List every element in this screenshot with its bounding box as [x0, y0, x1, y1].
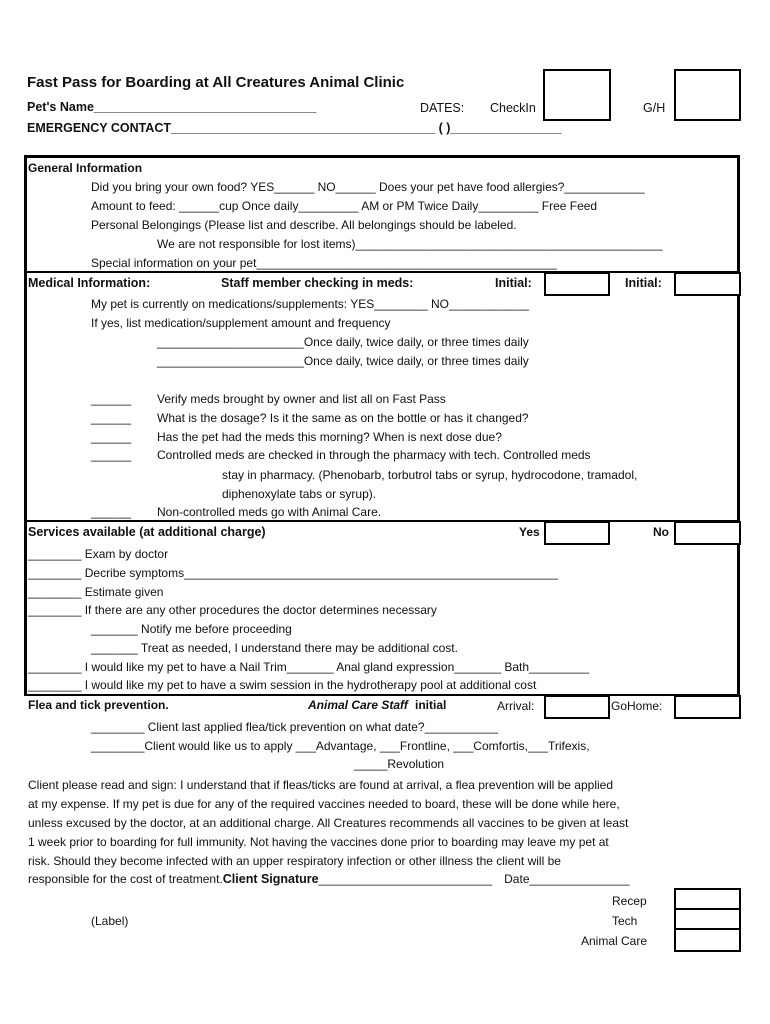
- consent-line-6-text: responsible for the cost of treatment.: [28, 872, 223, 886]
- flea-tick-heading: Flea and tick prevention.: [28, 698, 169, 712]
- check-blank-5[interactable]: ______: [91, 505, 132, 519]
- services-yes-label: Yes: [519, 525, 540, 539]
- flea-last-applied-line[interactable]: ________ Client last applied flea/tick prevention on what date?___________: [91, 720, 498, 734]
- services-no-box[interactable]: [674, 521, 741, 545]
- date-field[interactable]: Date_______________: [504, 872, 630, 886]
- arrival-box[interactable]: [544, 695, 610, 719]
- medication-entry-2[interactable]: ______________________Once daily, twice daily, or three times daily: [157, 354, 529, 368]
- estimate-given-line[interactable]: ________ Estimate given: [28, 585, 164, 599]
- controlled-meds-text-2: stay in pharmacy. (Phenobarb, torbutrol tabs or syrup, hydrocodone, tramadol,: [222, 468, 638, 482]
- recep-label: Recep: [612, 894, 647, 908]
- lost-items-line[interactable]: We are not responsible for lost items)______________________________________________: [157, 237, 663, 251]
- initial-box-1[interactable]: [544, 272, 610, 296]
- gh-box[interactable]: [674, 69, 741, 121]
- pets-name-field[interactable]: Pet's Name________________________________: [27, 100, 317, 114]
- gohome-box[interactable]: [674, 695, 741, 719]
- medical-divider: [24, 271, 740, 273]
- dates-label: DATES:: [420, 101, 465, 115]
- services-no-label: No: [653, 525, 669, 539]
- treat-as-needed-line[interactable]: _______ Treat as needed, I understand there may be additional cost.: [91, 641, 458, 655]
- animal-care-label: Animal Care: [581, 934, 648, 948]
- exam-by-doctor-line[interactable]: ________ Exam by doctor: [28, 547, 169, 561]
- emergency-contact-field[interactable]: EMERGENCY CONTACT______________________________________ ( )________________: [27, 121, 562, 135]
- verify-meds-text: Verify meds brought by owner and list all on Fast Pass: [157, 392, 446, 406]
- frame-top-border: [24, 155, 740, 158]
- initial-label-1: Initial:: [495, 276, 532, 290]
- frame-right-border: [737, 155, 740, 696]
- flea-initial-label: initial: [415, 698, 447, 712]
- initial-box-2[interactable]: [674, 272, 741, 296]
- gh-label: G/H: [643, 101, 666, 115]
- flea-apply-line[interactable]: ________Client would like us to apply ___Advantage, ___Frontline, ___Comfortis,___Trifexis,: [91, 739, 590, 753]
- services-heading: Services available (at additional charge): [28, 525, 266, 539]
- flea-divider: [24, 694, 740, 696]
- swim-session-line[interactable]: ________ I would like my pet to have a swim session in the hydrotherapy pool at additional cost: [28, 678, 537, 692]
- dosage-text: What is the dosage? Is it the same as on the bottle or has it changed?: [157, 411, 529, 425]
- consent-line-1: Client please read and sign: I understand that if fleas/ticks are found at arrival, a flea prevention will be applied: [28, 778, 614, 792]
- general-info-heading: General Information: [28, 161, 143, 175]
- consent-line-2: at my expense. If my pet is due for any of the required vaccines needed to board, these will be done while here,: [28, 797, 620, 811]
- special-info-line[interactable]: Special information on your pet_____________________________________________: [91, 256, 557, 270]
- staff-checking-meds-label: Staff member checking in meds:: [221, 276, 414, 290]
- nail-trim-line[interactable]: ________ I would like my pet to have a Nail Trim_______ Anal gland expression_______ Bath_________: [28, 660, 590, 674]
- initial-label-2: Initial:: [625, 276, 662, 290]
- check-blank-3[interactable]: ______: [91, 430, 132, 444]
- meds-this-morning-text: Has the pet had the meds this morning? When is next dose due?: [157, 430, 502, 444]
- client-signature-field[interactable]: __________________________: [318, 872, 493, 886]
- on-medications-line[interactable]: My pet is currently on medications/supplements: YES________ NO____________: [91, 297, 530, 311]
- check-blank-1[interactable]: ______: [91, 392, 132, 406]
- client-signature-label: Client Signature: [222, 872, 319, 886]
- belongings-line: Personal Belongings (Please list and describe. All belongings should be labeled.: [91, 218, 517, 232]
- check-blank-4[interactable]: ______: [91, 448, 132, 462]
- non-controlled-meds-text: Non-controlled meds go with Animal Care.: [157, 505, 382, 519]
- revolution-line[interactable]: _____Revolution: [354, 757, 445, 771]
- controlled-meds-text: Controlled meds are checked in through the pharmacy with tech. Controlled meds: [157, 448, 591, 462]
- consent-line-4: 1 week prior to boarding for full immunity. Not having the vaccines done prior to boarding may leave my pet at: [28, 835, 609, 849]
- form-title: Fast Pass for Boarding at All Creatures Animal Clinic: [27, 74, 405, 91]
- recep-box[interactable]: [674, 888, 741, 910]
- other-procedures-line[interactable]: ________ If there are any other procedures the doctor determines necessary: [28, 603, 437, 617]
- list-medication-line: If yes, list medication/supplement amount and frequency: [91, 316, 391, 330]
- controlled-meds-text-3: diphenoxylate tabs or syrup).: [222, 487, 377, 501]
- check-blank-2[interactable]: ______: [91, 411, 132, 425]
- tech-label: Tech: [612, 914, 638, 928]
- medication-entry-1[interactable]: ______________________Once daily, twice daily, or three times daily: [157, 335, 529, 349]
- consent-line-5: risk. Should they become infected with an upper respiratory infection or other illness the client will be: [28, 854, 561, 868]
- services-yes-box[interactable]: [544, 521, 610, 545]
- animal-care-box[interactable]: [674, 928, 741, 952]
- services-divider: [24, 520, 740, 522]
- checkin-label: CheckIn: [490, 101, 536, 115]
- frame-left-border: [24, 155, 27, 696]
- checkin-box[interactable]: [543, 69, 611, 121]
- tech-box[interactable]: [674, 908, 741, 930]
- food-line[interactable]: Did you bring your own food? YES______ NO______ Does your pet have food allergies?____________: [91, 180, 645, 194]
- notify-me-line[interactable]: _______ Notify me before proceeding: [91, 622, 292, 636]
- medical-info-heading: Medical Information:: [28, 276, 151, 290]
- feeding-line[interactable]: Amount to feed: ______cup Once daily_________ AM or PM Twice Daily_________ Free Feed: [91, 199, 598, 213]
- arrival-label: Arrival:: [497, 699, 535, 713]
- consent-line-6: [28, 872, 630, 886]
- label-placeholder: (Label): [91, 914, 129, 928]
- animal-care-staff-label: Animal Care Staff: [308, 698, 408, 712]
- describe-symptoms-line[interactable]: ________ Decribe symptoms________________________________________________________: [28, 566, 558, 580]
- consent-line-3: unless excused by the doctor, at an additional charge. All Creatures recommends all vaccines to be given at least: [28, 816, 629, 830]
- gohome-label: GoHome:: [611, 699, 663, 713]
